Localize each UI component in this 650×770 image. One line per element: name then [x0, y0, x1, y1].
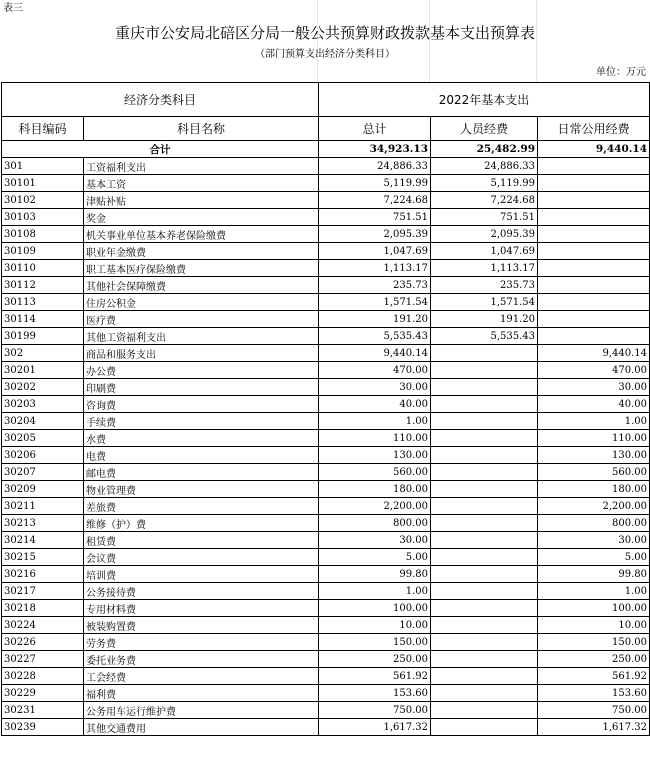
cell-total: 800.00	[319, 515, 431, 532]
cell-code: 30211	[2, 498, 84, 515]
cell-personnel	[431, 345, 538, 362]
cell-personnel	[431, 685, 538, 702]
column-header-public: 日常公用经费	[538, 117, 650, 141]
cell-code: 30228	[2, 668, 84, 685]
total-public: 9,440.14	[538, 141, 650, 158]
table-row	[2, 651, 650, 668]
table-row	[2, 464, 650, 481]
cell-public	[538, 277, 650, 294]
cell-code: 30202	[2, 379, 84, 396]
cell-code: 30206	[2, 447, 84, 464]
cell-total: 1.00	[319, 583, 431, 600]
cell-code: 30102	[2, 192, 84, 209]
cell-total: 750.00	[319, 702, 431, 719]
cell-personnel	[431, 396, 538, 413]
cell-code: 30101	[2, 175, 84, 192]
cell-total: 235.73	[319, 277, 431, 294]
cell-code: 30108	[2, 226, 84, 243]
cell-personnel: 2,095.39	[431, 226, 538, 243]
table-row	[2, 668, 650, 685]
cell-name: 邮电费	[84, 464, 319, 481]
cell-total: 7,224.68	[319, 192, 431, 209]
cell-code: 30205	[2, 430, 84, 447]
cell-code: 30214	[2, 532, 84, 549]
cell-code: 302	[2, 345, 84, 362]
cell-name: 公务用车运行维护费	[84, 702, 319, 719]
cell-total: 2,200.00	[319, 498, 431, 515]
cell-name: 咨询费	[84, 396, 319, 413]
table-row	[2, 175, 650, 192]
cell-name: 住房公积金	[84, 294, 319, 311]
cell-name: 差旅费	[84, 498, 319, 515]
table-row	[2, 515, 650, 532]
table-row	[2, 481, 650, 498]
table-row	[2, 243, 650, 260]
cell-personnel	[431, 634, 538, 651]
header-basic-expenditure: 2022年基本支出	[319, 83, 650, 117]
cell-public	[538, 260, 650, 277]
cell-name: 劳务费	[84, 634, 319, 651]
table-row	[2, 192, 650, 209]
cell-name: 手续费	[84, 413, 319, 430]
cell-public	[538, 209, 650, 226]
cell-name: 津贴补贴	[84, 192, 319, 209]
table-row	[2, 549, 650, 566]
table-row	[2, 566, 650, 583]
header-row-2	[2, 117, 650, 141]
cell-code: 30229	[2, 685, 84, 702]
cell-name: 其他交通费用	[84, 719, 319, 736]
cell-total: 1,571.54	[319, 294, 431, 311]
cell-code: 30201	[2, 362, 84, 379]
cell-personnel: 235.73	[431, 277, 538, 294]
cell-total: 30.00	[319, 379, 431, 396]
table-row	[2, 209, 650, 226]
cell-public: 110.00	[538, 430, 650, 447]
cell-personnel	[431, 481, 538, 498]
cell-total: 1.00	[319, 413, 431, 430]
table-row	[2, 379, 650, 396]
cell-personnel	[431, 583, 538, 600]
cell-code: 30203	[2, 396, 84, 413]
cell-code: 30227	[2, 651, 84, 668]
cell-code: 30110	[2, 260, 84, 277]
cell-total: 5,119.99	[319, 175, 431, 192]
cell-total: 470.00	[319, 362, 431, 379]
cell-code: 30204	[2, 413, 84, 430]
cell-code: 30109	[2, 243, 84, 260]
cell-public: 250.00	[538, 651, 650, 668]
cell-name: 会议费	[84, 549, 319, 566]
cell-personnel	[431, 668, 538, 685]
cell-code: 30113	[2, 294, 84, 311]
table-row	[2, 413, 650, 430]
cell-total: 9,440.14	[319, 345, 431, 362]
cell-code: 30114	[2, 311, 84, 328]
cell-name: 培训费	[84, 566, 319, 583]
cell-code: 30218	[2, 600, 84, 617]
table-row	[2, 277, 650, 294]
cell-personnel	[431, 413, 538, 430]
cell-total: 153.60	[319, 685, 431, 702]
cell-name: 维修（护）费	[84, 515, 319, 532]
cell-code: 30224	[2, 617, 84, 634]
cell-public: 40.00	[538, 396, 650, 413]
cell-public	[538, 294, 650, 311]
cell-public: 99.80	[538, 566, 650, 583]
cell-personnel	[431, 532, 538, 549]
table-row	[2, 634, 650, 651]
table-row	[2, 685, 650, 702]
cell-total: 99.80	[319, 566, 431, 583]
cell-personnel	[431, 362, 538, 379]
cell-total: 40.00	[319, 396, 431, 413]
budget-table	[1, 82, 650, 736]
cell-code: 30213	[2, 515, 84, 532]
cell-code: 301	[2, 158, 84, 175]
table-row	[2, 498, 650, 515]
cell-name: 商品和服务支出	[84, 345, 319, 362]
cell-public: 130.00	[538, 447, 650, 464]
table-row	[2, 328, 650, 345]
cell-code: 30207	[2, 464, 84, 481]
cell-public: 800.00	[538, 515, 650, 532]
cell-total: 110.00	[319, 430, 431, 447]
cell-code: 30199	[2, 328, 84, 345]
cell-personnel	[431, 498, 538, 515]
cell-personnel	[431, 702, 538, 719]
cell-total: 5,535.43	[319, 328, 431, 345]
total-label: 合计	[2, 141, 319, 158]
cell-public: 9,440.14	[538, 345, 650, 362]
table-row	[2, 396, 650, 413]
table-row	[2, 158, 650, 175]
cell-name: 办公费	[84, 362, 319, 379]
column-header-name: 科目名称	[84, 117, 319, 141]
table-row	[2, 719, 650, 736]
column-header-personnel: 人员经费	[431, 117, 538, 141]
cell-name: 职工基本医疗保险缴费	[84, 260, 319, 277]
cell-personnel	[431, 719, 538, 736]
cell-total: 180.00	[319, 481, 431, 498]
cell-public: 1.00	[538, 413, 650, 430]
cell-personnel	[431, 430, 538, 447]
cell-public: 153.60	[538, 685, 650, 702]
table-row	[2, 583, 650, 600]
cell-personnel	[431, 617, 538, 634]
table-row	[2, 260, 650, 277]
cell-name: 工会经费	[84, 668, 319, 685]
cell-name: 租赁费	[84, 532, 319, 549]
cell-code: 30231	[2, 702, 84, 719]
cell-public: 561.92	[538, 668, 650, 685]
cell-public	[538, 175, 650, 192]
cell-name: 福利费	[84, 685, 319, 702]
cell-personnel: 24,886.33	[431, 158, 538, 175]
cell-total: 2,095.39	[319, 226, 431, 243]
cell-personnel	[431, 447, 538, 464]
cell-total: 100.00	[319, 600, 431, 617]
cell-personnel	[431, 549, 538, 566]
cell-public: 180.00	[538, 481, 650, 498]
cell-name: 机关事业单位基本养老保险缴费	[84, 226, 319, 243]
total-value: 34,923.13	[319, 141, 431, 158]
cell-public	[538, 311, 650, 328]
cell-personnel: 1,113.17	[431, 260, 538, 277]
cell-public: 2,200.00	[538, 498, 650, 515]
cell-personnel: 5,119.99	[431, 175, 538, 192]
cell-code: 30103	[2, 209, 84, 226]
cell-name: 专用材料费	[84, 600, 319, 617]
cell-personnel	[431, 464, 538, 481]
cell-total: 561.92	[319, 668, 431, 685]
cell-total: 1,617.32	[319, 719, 431, 736]
table-row	[2, 345, 650, 362]
unit-label: 单位：万元	[596, 67, 646, 78]
table-row	[2, 226, 650, 243]
table-row	[2, 600, 650, 617]
cell-personnel	[431, 600, 538, 617]
cell-total: 130.00	[319, 447, 431, 464]
cell-personnel	[431, 379, 538, 396]
cell-name: 职业年金缴费	[84, 243, 319, 260]
cell-total: 250.00	[319, 651, 431, 668]
cell-code: 30215	[2, 549, 84, 566]
cell-total: 1,113.17	[319, 260, 431, 277]
cell-name: 印刷费	[84, 379, 319, 396]
cell-total: 150.00	[319, 634, 431, 651]
cell-public	[538, 192, 650, 209]
cell-public	[538, 243, 650, 260]
cell-name: 基本工资	[84, 175, 319, 192]
cell-name: 电费	[84, 447, 319, 464]
page-title: 重庆市公安局北碚区分局一般公共预算财政拨款基本支出预算表	[114, 24, 535, 42]
cell-public: 470.00	[538, 362, 650, 379]
cell-code: 30239	[2, 719, 84, 736]
cell-name: 其他社会保障缴费	[84, 277, 319, 294]
cell-name: 工资福利支出	[84, 158, 319, 175]
cell-public: 30.00	[538, 379, 650, 396]
cell-total: 1,047.69	[319, 243, 431, 260]
cell-name: 医疗费	[84, 311, 319, 328]
cell-public: 5.00	[538, 549, 650, 566]
cell-public: 1.00	[538, 583, 650, 600]
cell-name: 公务接待费	[84, 583, 319, 600]
table-row	[2, 294, 650, 311]
cell-name: 物业管理费	[84, 481, 319, 498]
cell-public: 30.00	[538, 532, 650, 549]
cell-personnel: 751.51	[431, 209, 538, 226]
cell-code: 30226	[2, 634, 84, 651]
cell-code: 30112	[2, 277, 84, 294]
cell-total: 30.00	[319, 532, 431, 549]
cell-public: 100.00	[538, 600, 650, 617]
cell-personnel	[431, 566, 538, 583]
cell-name: 委托业务费	[84, 651, 319, 668]
table-row	[2, 702, 650, 719]
table-row	[2, 362, 650, 379]
cell-code: 30209	[2, 481, 84, 498]
header-row-1	[2, 83, 650, 117]
sheet-label: 表三	[3, 3, 23, 14]
column-header-code: 科目编码	[2, 117, 84, 141]
cell-code: 30217	[2, 583, 84, 600]
cell-total: 751.51	[319, 209, 431, 226]
cell-public: 560.00	[538, 464, 650, 481]
cell-personnel: 7,224.68	[431, 192, 538, 209]
cell-name: 水费	[84, 430, 319, 447]
total-row	[2, 141, 650, 158]
total-personnel: 25,482.99	[431, 141, 538, 158]
header-econ-category: 经济分类科目	[2, 83, 319, 117]
table-row	[2, 532, 650, 549]
cell-total: 560.00	[319, 464, 431, 481]
column-header-total: 总计	[319, 117, 431, 141]
cell-name: 奖金	[84, 209, 319, 226]
cell-public	[538, 158, 650, 175]
cell-public	[538, 328, 650, 345]
cell-public	[538, 226, 650, 243]
cell-personnel: 191.20	[431, 311, 538, 328]
cell-total: 24,886.33	[319, 158, 431, 175]
cell-total: 10.00	[319, 617, 431, 634]
cell-public: 10.00	[538, 617, 650, 634]
cell-name: 被装购置费	[84, 617, 319, 634]
cell-personnel: 1,047.69	[431, 243, 538, 260]
page-subtitle: （部门预算支出经济分类科目）	[255, 49, 395, 60]
cell-personnel	[431, 651, 538, 668]
cell-personnel	[431, 515, 538, 532]
cell-public: 1,617.32	[538, 719, 650, 736]
cell-personnel: 5,535.43	[431, 328, 538, 345]
table-row	[2, 447, 650, 464]
cell-personnel: 1,571.54	[431, 294, 538, 311]
table-row	[2, 430, 650, 447]
table-row	[2, 311, 650, 328]
table-row	[2, 617, 650, 634]
cell-code: 30216	[2, 566, 84, 583]
cell-public: 750.00	[538, 702, 650, 719]
cell-total: 191.20	[319, 311, 431, 328]
cell-total: 5.00	[319, 549, 431, 566]
cell-public: 150.00	[538, 634, 650, 651]
cell-name: 其他工资福利支出	[84, 328, 319, 345]
